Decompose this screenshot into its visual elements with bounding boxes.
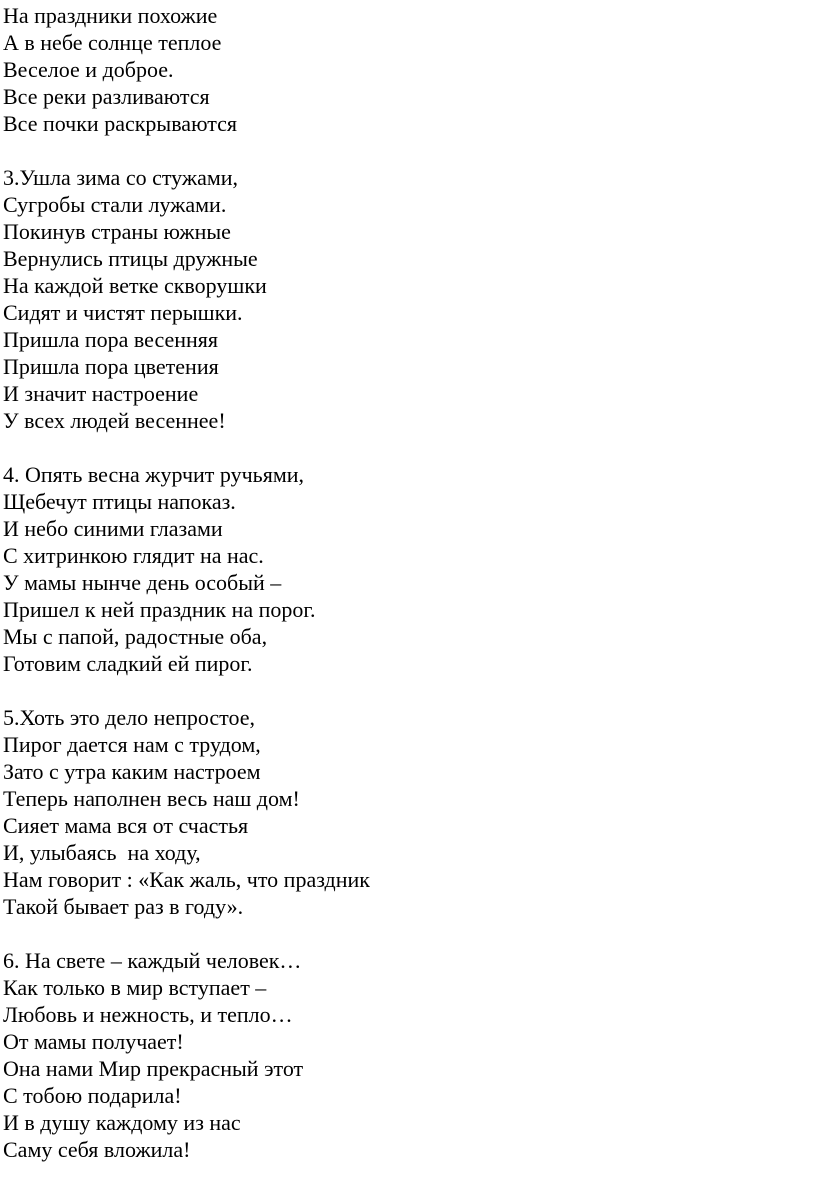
poem-line: 4. Опять весна журчит ручьями,: [3, 462, 305, 487]
poem-line: И небо синими глазами: [3, 516, 223, 541]
poem-line: 5.Хоть это дело непростое,: [3, 705, 256, 730]
poem-line: Все почки раскрываются: [3, 111, 237, 136]
poem-line: Нам говорит : «Как жаль, что праздник: [3, 867, 370, 892]
poem-line: На праздники похожие: [3, 3, 218, 28]
poem-line: Мы с папой, радостные оба,: [3, 624, 268, 649]
poem-line: С хитринкою глядит на нас.: [3, 543, 264, 568]
poem-line: Покинув страны южные: [3, 219, 231, 244]
poem-line: Веселое и доброе.: [3, 57, 174, 82]
poem-line: Пришел к ней праздник на порог.: [3, 597, 316, 622]
poem-line: Она нами Мир прекрасный этот: [3, 1056, 304, 1081]
poem-line: 3.Ушла зима со стужами,: [3, 165, 239, 190]
poem-line: У всех людей весеннее!: [3, 408, 226, 433]
poem-line: Пирог дается нам с трудом,: [3, 732, 261, 757]
poem-line: С тобою подарила!: [3, 1083, 182, 1108]
poem-line: Сугробы стали лужами.: [3, 192, 227, 217]
poem-line: Как только в мир вступает –: [3, 975, 267, 1000]
poem-line: От мамы получает!: [3, 1029, 184, 1054]
poem-line: Пришла пора весенняя: [3, 327, 219, 352]
poem-line: И в душу каждому из нас: [3, 1110, 241, 1135]
poem-line: Готовим сладкий ей пирог.: [3, 651, 253, 676]
poem-text: [3, 2, 803, 1163]
poem-line: На каждой ветке скворушки: [3, 273, 267, 298]
poem-line: Такой бывает раз в году».: [3, 894, 244, 919]
poem-line: И, улыбаясь на ходу,: [3, 840, 201, 865]
poem-line: Пришла пора цветения: [3, 354, 219, 379]
poem-line: Вернулись птицы дружные: [3, 246, 258, 271]
poem-line: Саму себя вложила!: [3, 1137, 191, 1162]
poem-line: А в небе солнце теплое: [3, 30, 222, 55]
poem-line: Зато с утра каким настроем: [3, 759, 261, 784]
poem-line: Сидят и чистят перышки.: [3, 300, 243, 325]
poem-line: Любовь и нежность, и тепло…: [3, 1002, 293, 1027]
stanza: [3, 947, 803, 1163]
poem-line: И значит настроение: [3, 381, 199, 406]
poem-line: Сияет мама вся от счастья: [3, 813, 249, 838]
stanza: [3, 704, 803, 920]
poem-line: Теперь наполнен весь наш дом!: [3, 786, 300, 811]
poem-line: Щебечут птицы напоказ.: [3, 489, 236, 514]
stanza: [3, 2, 803, 137]
poem-line: Все реки разливаются: [3, 84, 210, 109]
poem-line: 6. На свете – каждый человек…: [3, 948, 302, 973]
poem-line: У мамы нынче день особый –: [3, 570, 282, 595]
stanza: [3, 164, 803, 434]
stanza: [3, 461, 803, 677]
